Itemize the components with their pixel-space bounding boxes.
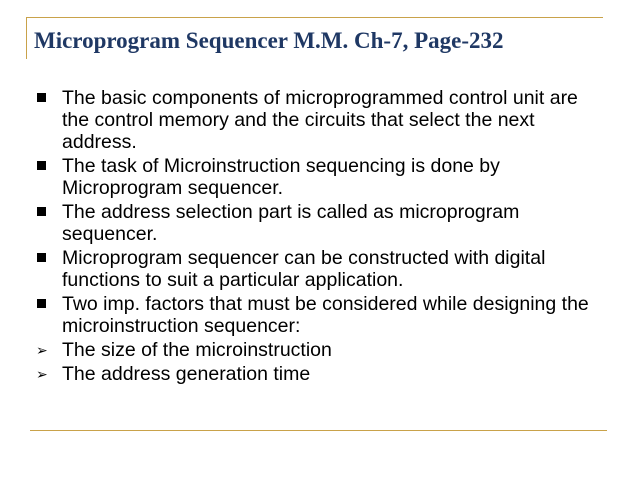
bullet-list	[36, 87, 606, 387]
bullet-item	[36, 293, 606, 337]
bullet-text: The size of the microinstruction	[62, 339, 332, 361]
bottom-accent-rule	[30, 430, 607, 431]
bullet-text: The task of Microinstruction sequencing is done by Microprogram sequencer.	[62, 155, 500, 199]
bullet-text: The basic components of microprogrammed control unit are the control memory and the circuits that select the next address.	[62, 87, 578, 153]
left-accent-rule	[26, 17, 27, 59]
bullet-item	[36, 201, 606, 245]
arrow-bullet-icon: ➢	[36, 342, 48, 358]
square-bullet-icon	[36, 247, 56, 269]
sub-bullet-item	[36, 339, 606, 361]
square-bullet-icon	[36, 155, 56, 177]
sub-bullet-item	[36, 363, 606, 385]
bullet-item	[36, 155, 606, 199]
square-bullet-icon	[36, 201, 56, 223]
bullet-item	[36, 247, 606, 291]
bullet-text: The address selection part is called as microprogram sequencer.	[62, 201, 520, 245]
bullet-text: Two imp. factors that must be considered while designing the microinstruction sequencer:	[62, 293, 589, 337]
bullet-text: Microprogram sequencer can be constructed with digital functions to suit a particular application.	[62, 247, 546, 291]
top-accent-rule	[26, 17, 603, 18]
bullet-text: The address generation time	[62, 363, 311, 385]
bullet-item	[36, 87, 606, 153]
arrow-bullet-icon: ➢	[36, 366, 48, 382]
slide-title: Microprogram Sequencer M.M. Ch-7, Page-232	[34, 28, 504, 53]
square-bullet-icon	[36, 87, 56, 109]
square-bullet-icon	[36, 293, 56, 315]
